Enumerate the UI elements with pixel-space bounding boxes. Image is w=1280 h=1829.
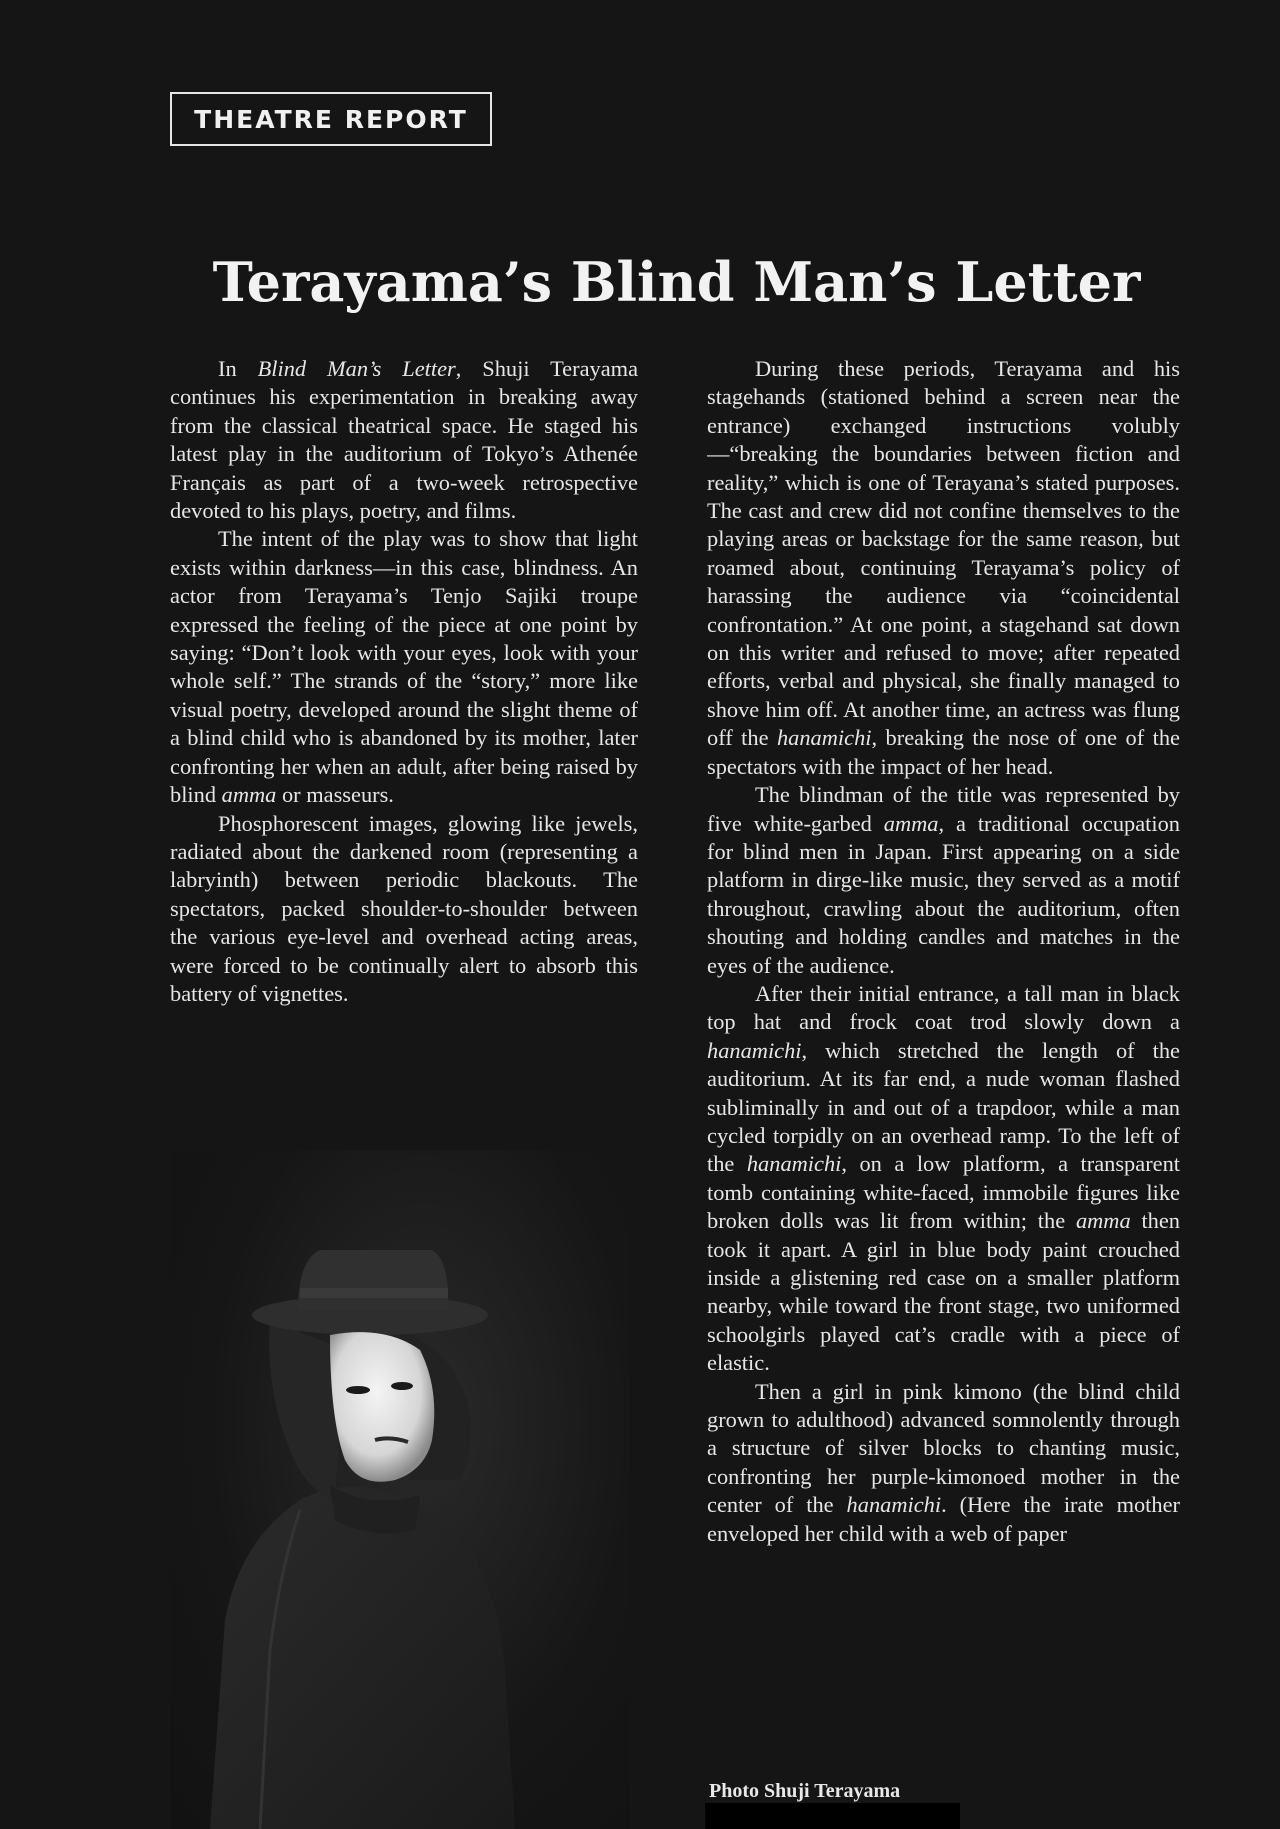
paragraph: In Blind Man’s Letter, Shuji Terayama continues his experimentation in breaking away from the classical theatrical space. He staged his latest play in the auditorium of Tokyo’s Athenée Français as part of a two-week retrospective devoted to his plays, poetry, and films. bbox=[170, 356, 639, 524]
paragraph: The blindman of the title was represented by five white-garbed amma, a traditional occupation for blind men in Japan. First appearing on a side platform in dirge-like music, they served as a motif throughout, crawling about the auditorium, often shouting and holding candles and matches in the eyes of the audience. bbox=[707, 782, 1180, 978]
photo-credit: Photo Shuji Terayama bbox=[709, 1780, 901, 1802]
italic-term: amma bbox=[883, 810, 939, 836]
left-column bbox=[170, 355, 638, 1008]
italic-term: hanamichi bbox=[746, 1151, 842, 1177]
italic-term: hanamichi bbox=[846, 1492, 942, 1518]
paragraph: After their initial entrance, a tall man in black top hat and frock coat trod slowly down a hanamichi, which stretched the length of the auditorium. At its far end, a nude woman flashed subliminally in and out of a trapdoor, while a man cycled torpidly on an overhead ramp. To the left of the hanamichi, on a low platform, a transparent tomb containing white-faced, immobile figures like broken dolls was lit from within; the amma then took it apart. A girl in blue body paint crouched inside a glistening red case on a smaller platform nearby, while toward the front stage, two uniformed schoolgirls played cat’s cradle with a piece of elastic. bbox=[707, 980, 1180, 1376]
redaction-bar bbox=[705, 1803, 960, 1829]
italic-term: hanamichi bbox=[707, 1037, 802, 1063]
section-label: THEATRE REPORT bbox=[170, 92, 492, 146]
paragraph: The intent of the play was to show that light exists within darkness—in this case, blindness. An actor from Terayama’s Tenjo Sajiki troupe expressed the feeling of the piece at one point by saying: “Don’t look with your eyes, look with your whole self.” The strands of the “story,” more like visual poetry, developed around the slight theme of a blind child who is abandoned by its mother, later confronting her when an adult, after being raised by blind amma or masseurs. bbox=[170, 526, 638, 808]
italic-term: amma bbox=[221, 782, 277, 808]
paragraph: During these periods, Terayama and his stagehands (stationed behind a screen near the entrance) exchanged instructions volubly—“breaking the boundaries between fiction and reality,” which is one of Terayana’s stated purposes. The cast and crew did not confine themselves to the playing areas or backstage for the same reason, but roamed about, continuing Terayama’s policy of harassing the audience via “coincidental confrontation.” At one point, a stagehand sat down on this writer and refused to move; after repeated efforts, verbal and physical, she finally managed to shove him off. At another time, an actress was flung off the hanamichi, breaking the nose of one of the spectators with the impact of her head. bbox=[707, 356, 1180, 779]
right-column bbox=[707, 355, 1180, 1762]
paragraph: Phosphorescent images, glowing like jewels, radiated about the darkened room (representing a labryinth) between periodic blackouts. The spectators, packed shoulder-to-shoulder between the various eye-level and overhead acting areas, were forced to be continually alert to absorb this battery of vignettes. bbox=[170, 810, 638, 1006]
actor-photo bbox=[170, 1150, 630, 1829]
italic-term: Blind Man’s Letter bbox=[257, 356, 456, 381]
paragraph: Then a girl in pink kimono (the blind child grown to adulthood) advanced somnolently through a structure of silver blocks to chanting music, confronting her purple-kimonoed mother in the center of the hanamichi. (Here the irate mother enveloped her child with a web of paper bbox=[707, 1378, 1180, 1546]
article-title: Terayama’s Blind Man’s Letter bbox=[212, 250, 1141, 314]
actor-portrait-image bbox=[170, 1150, 630, 1829]
italic-term: amma bbox=[1075, 1208, 1131, 1234]
italic-term: hanamichi bbox=[776, 725, 872, 751]
